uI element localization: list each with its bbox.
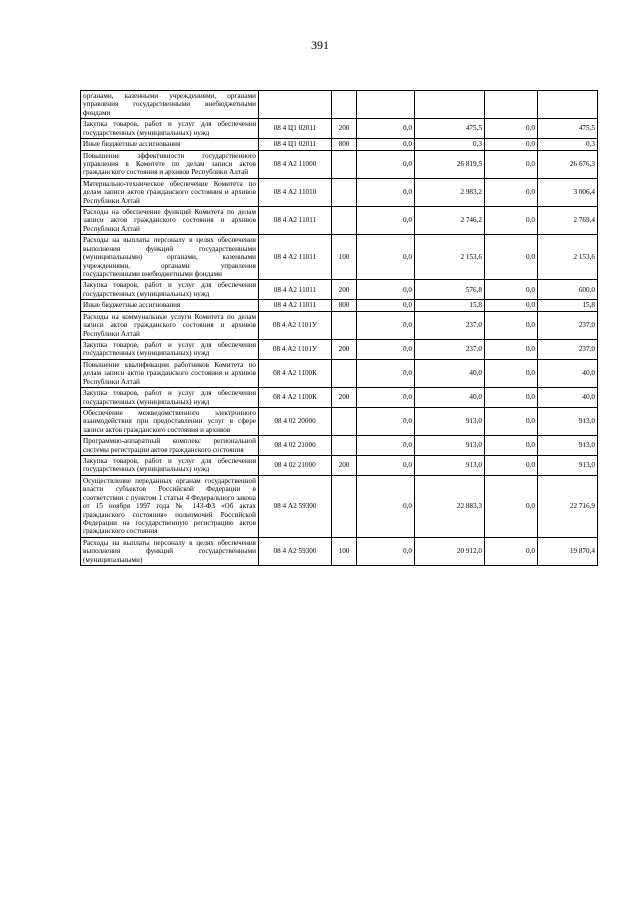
amount-cell-1: 0,0 [357,436,415,456]
amount-cell-3: 0,0 [485,339,538,359]
amount-cell-2: 913,0 [415,407,485,435]
amount-cell-3: 0,0 [485,436,538,456]
amount-cell-1: 0,0 [357,456,415,476]
expense-name-cell: Осуществление переданных органам государственной власти субъектов Российской Федерации в соответствии с пунктом 1 статьи 4 Федерального закона от 15 ноября 1997 года № 143-ФЗ «Об актах гражданского состояния» полномочий Российской Федерации на государственную регистрацию актов гражданского состояния [81,475,259,537]
expense-name-cell: Закупка товаров, работ и услуг для обеспечения государственных (муниципальных) нужд [81,339,259,359]
expense-type-code-cell [332,150,357,178]
amount-cell-4: 237,0 [538,311,598,339]
amount-cell-4: 913,0 [538,407,598,435]
target-article-code-cell: 08 4 А2 11011 [259,280,332,300]
expense-type-code-cell: 200 [332,280,357,300]
table-row [81,280,598,300]
amount-cell-1: 0,0 [357,150,415,178]
target-article-code-cell: 08 4 02 21000 [259,436,332,456]
table-row [81,311,598,339]
amount-cell-3: 0,0 [485,475,538,537]
target-article-code-cell [259,91,332,119]
amount-cell-3: 0,0 [485,280,538,300]
table-row [81,91,598,119]
amount-cell-4: 913,0 [538,456,598,476]
amount-cell-2: 2 983,2 [415,178,485,206]
table-row [81,537,598,565]
target-article-code-cell: 08 4 А2 59300 [259,475,332,537]
target-article-code-cell: 08 4 Ц1 02011 [259,119,332,139]
expense-name-cell: Иные бюджетные ассигнования [81,300,259,311]
amount-cell-2: 475,5 [415,119,485,139]
table-row [81,139,598,150]
expense-name-cell: Закупка товаров, работ и услуг для обеспечения государственных (муниципальных) нужд [81,119,259,139]
expense-name-cell: Расходы на выплаты персоналу в целях обеспечения выполнения функций государственными (муниципальными) [81,537,259,565]
amount-cell-2 [415,91,485,119]
target-article-code-cell: 08 4 А2 11011 [259,235,332,280]
page-number: 391 [311,38,329,52]
amount-cell-4: 26 676,3 [538,150,598,178]
table-row [81,475,598,537]
table-row [81,178,598,206]
amount-cell-2: 40,0 [415,359,485,387]
amount-cell-2: 26 819,5 [415,150,485,178]
table-row [81,436,598,456]
expense-name-cell: Обеспечение межведомственного электронного взаимодействия при предоставлении услуг в сфере записи актов гражданского состояния и архивов [81,407,259,435]
amount-cell-2: 0,3 [415,139,485,150]
expense-name-cell: Повышение эффективности государственного управления в Комитете по делам записи актов гражданского состояния и архивов Республики Алтай [81,150,259,178]
amount-cell-1: 0,0 [357,235,415,280]
amount-cell-4: 0,3 [538,139,598,150]
amount-cell-1: 0,0 [357,119,415,139]
expense-name-cell: Повышение квалификации работников Комитета по делам записи актов гражданского состояния и архивов Республики Алтай [81,359,259,387]
table-row [81,456,598,476]
target-article-code-cell: 08 4 А2 1100К [259,388,332,408]
table-row [81,119,598,139]
table-row [81,207,598,235]
table-row [81,235,598,280]
expense-type-code-cell [332,311,357,339]
amount-cell-3: 0,0 [485,407,538,435]
amount-cell-4: 2 769,4 [538,207,598,235]
amount-cell-1: 0,0 [357,339,415,359]
target-article-code-cell: 08 4 А2 11011 [259,300,332,311]
amount-cell-1: 0,0 [357,280,415,300]
expense-name-cell: Материально-техническое обеспечение Комитета по делам записи актов гражданского состояния и архивов Республики Алтай [81,178,259,206]
table-row [81,359,598,387]
amount-cell-2: 237,0 [415,311,485,339]
amount-cell-4: 2 153,6 [538,235,598,280]
amount-cell-3: 0,0 [485,119,538,139]
amount-cell-2: 20 912,0 [415,537,485,565]
target-article-code-cell: 08 4 02 20000 [259,407,332,435]
expense-name-cell: органами, казенными учреждениями, органами управления государственными внебюджетными фондами [81,91,259,119]
target-article-code-cell: 08 4 А2 11000 [259,150,332,178]
amount-cell-1: 0,0 [357,388,415,408]
table-row [81,150,598,178]
amount-cell-3: 0,0 [485,207,538,235]
expense-name-cell: Расходы на выплаты персоналу в целях обеспечения выполнения функций государственными (муниципальными) органами, казенными учреждениями, органами управления государственными внебюджетными фондами [81,235,259,280]
amount-cell-3: 0,0 [485,235,538,280]
amount-cell-1: 0,0 [357,407,415,435]
expense-name-cell: Программно-аппаратный комплекс региональной системы регистрации актов гражданского состояния [81,436,259,456]
target-article-code-cell: 08 4 А2 11011 [259,207,332,235]
expense-name-cell: Закупка товаров, работ и услуг для обеспечения государственных (муниципальных) нужд [81,280,259,300]
amount-cell-4: 913,0 [538,436,598,456]
target-article-code-cell: 08 4 02 21000 [259,456,332,476]
amount-cell-3: 0,0 [485,178,538,206]
expense-type-code-cell: 800 [332,139,357,150]
amount-cell-4: 3 006,4 [538,178,598,206]
amount-cell-4: 237,0 [538,339,598,359]
expense-name-cell: Закупка товаров, работ и услуг для обеспечения государственных (муниципальных) нужд [81,388,259,408]
expense-type-code-cell: 200 [332,119,357,139]
amount-cell-2: 22 883,3 [415,475,485,537]
table-row [81,407,598,435]
amount-cell-3: 0,0 [485,359,538,387]
amount-cell-3 [485,91,538,119]
amount-cell-1: 0,0 [357,359,415,387]
amount-cell-1: 0,0 [357,178,415,206]
expense-type-code-cell: 100 [332,537,357,565]
amount-cell-4: 22 716,9 [538,475,598,537]
expense-type-code-cell: 100 [332,235,357,280]
amount-cell-1: 0,0 [357,207,415,235]
amount-cell-4: 40,0 [538,388,598,408]
expense-type-code-cell [332,407,357,435]
amount-cell-2: 40,0 [415,388,485,408]
amount-cell-1: 0,0 [357,475,415,537]
amount-cell-3: 0,0 [485,456,538,476]
table-row [81,300,598,311]
target-article-code-cell: 08 4 А2 1101У [259,311,332,339]
expense-type-code-cell: 200 [332,456,357,476]
amount-cell-2: 913,0 [415,436,485,456]
amount-cell-2: 913,0 [415,456,485,476]
expense-type-code-cell [332,178,357,206]
amount-cell-4: 40,0 [538,359,598,387]
amount-cell-4: 475,5 [538,119,598,139]
expense-type-code-cell [332,475,357,537]
amount-cell-4: 600,0 [538,280,598,300]
expense-type-code-cell [332,436,357,456]
target-article-code-cell: 08 4 Ц1 02011 [259,139,332,150]
amount-cell-2: 2 153,6 [415,235,485,280]
target-article-code-cell: 08 4 А2 59300 [259,537,332,565]
expense-type-code-cell [332,91,357,119]
amount-cell-3: 0,0 [485,388,538,408]
amount-cell-3: 0,0 [485,311,538,339]
amount-cell-4 [538,91,598,119]
expense-name-cell: Иные бюджетные ассигнования [81,139,259,150]
expense-name-cell: Закупка товаров, работ и услуг для обеспечения государственных (муниципальных) нужд [81,456,259,476]
expense-type-code-cell: 200 [332,388,357,408]
expense-name-cell: Расходы на обеспечение функций Комитета по делам записи актов гражданского состояния и архивов Республики Алтай [81,207,259,235]
amount-cell-2: 237,0 [415,339,485,359]
expense-type-code-cell: 800 [332,300,357,311]
target-article-code-cell: 08 4 А2 1100К [259,359,332,387]
amount-cell-2: 576,8 [415,280,485,300]
amount-cell-3: 0,0 [485,537,538,565]
amount-cell-1: 0,0 [357,311,415,339]
amount-cell-3: 0,0 [485,150,538,178]
amount-cell-4: 19 870,4 [538,537,598,565]
target-article-code-cell: 08 4 А2 11010 [259,178,332,206]
amount-cell-1: 0,0 [357,537,415,565]
amount-cell-3: 0,0 [485,300,538,311]
expense-type-code-cell [332,207,357,235]
amount-cell-3: 0,0 [485,139,538,150]
budget-table [80,90,598,566]
amount-cell-1: 0,0 [357,139,415,150]
table-row [81,339,598,359]
expense-type-code-cell [332,359,357,387]
amount-cell-1: 0,0 [357,300,415,311]
amount-cell-2: 2 746,2 [415,207,485,235]
amount-cell-2: 15,8 [415,300,485,311]
table-body [81,91,598,566]
target-article-code-cell: 08 4 А2 1101У [259,339,332,359]
expense-name-cell: Расходы на коммунальные услуги Комитета по делам записи актов гражданского состояния и архивов Республики Алтай [81,311,259,339]
table-row [81,388,598,408]
amount-cell-1 [357,91,415,119]
expense-type-code-cell: 200 [332,339,357,359]
amount-cell-4: 15,8 [538,300,598,311]
